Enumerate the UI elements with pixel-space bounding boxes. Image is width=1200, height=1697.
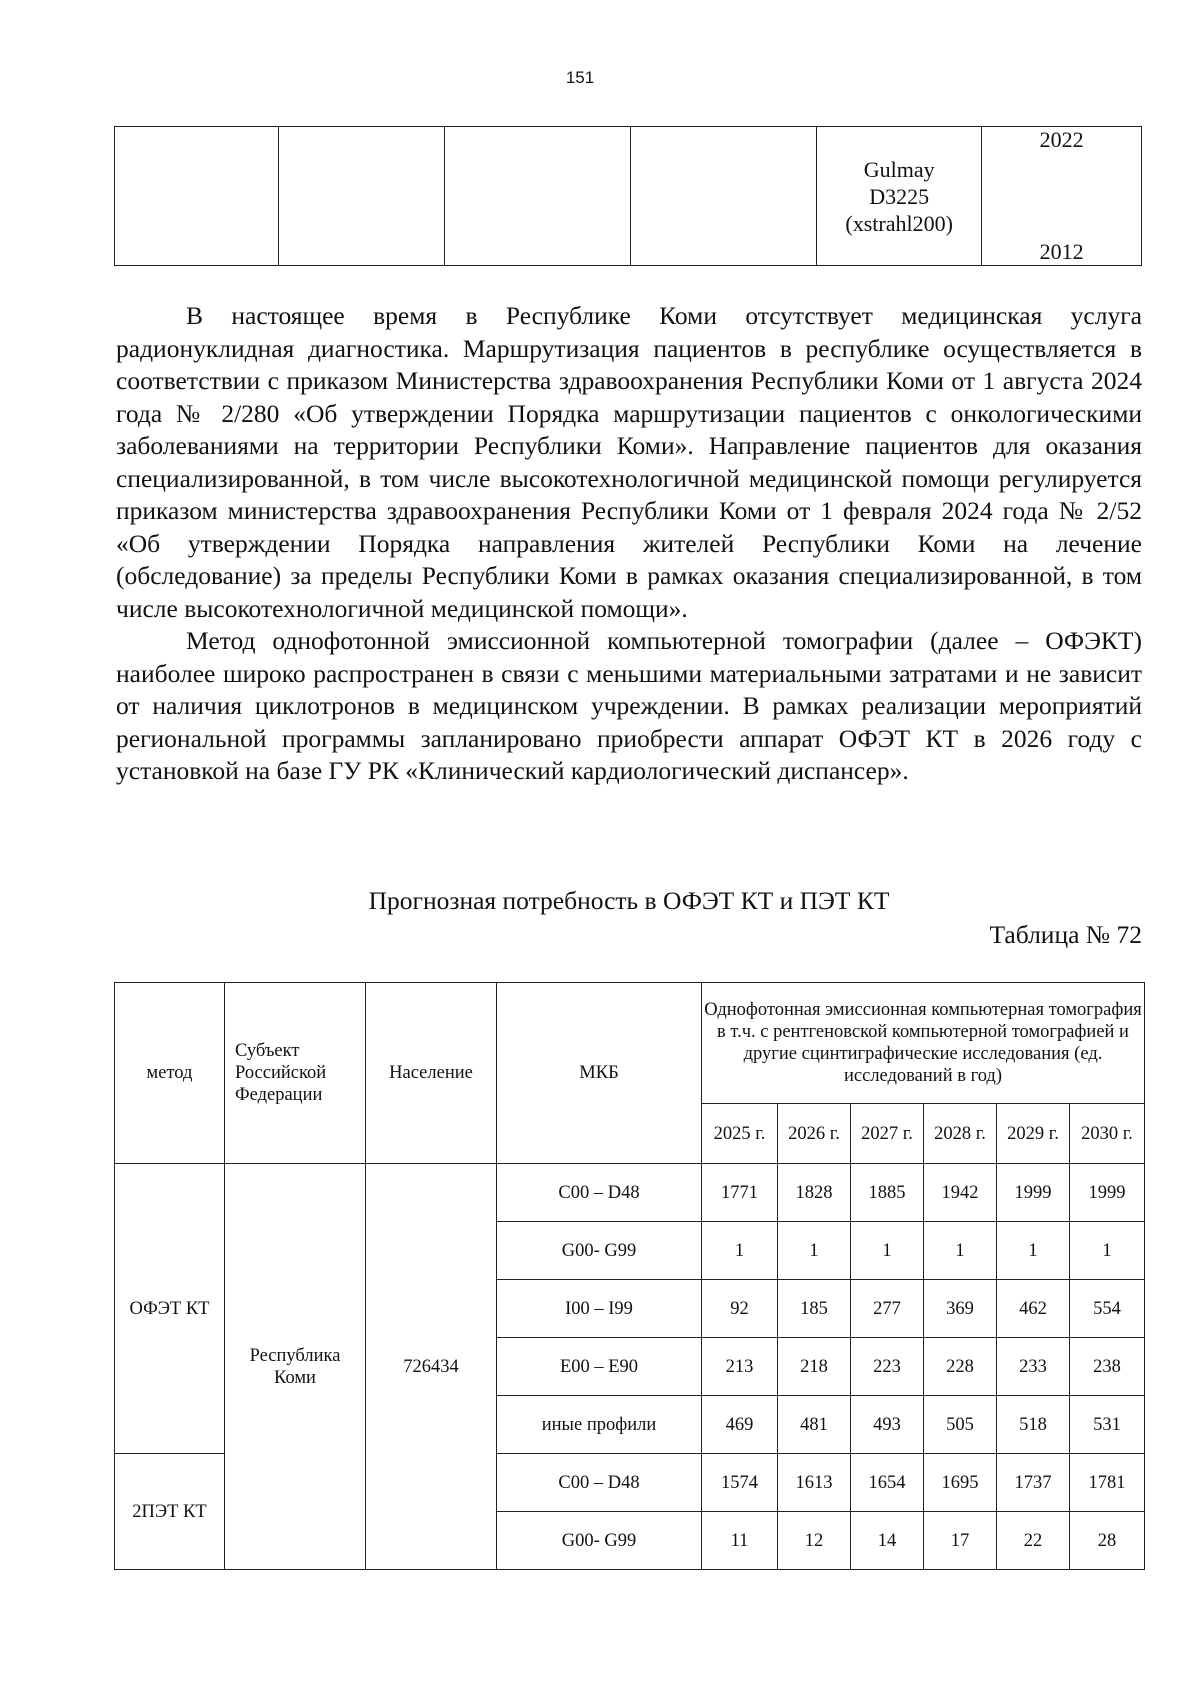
forecast-table xyxy=(114,982,1145,1570)
value-cell: 238 xyxy=(1070,1338,1145,1396)
value-cell: 185 xyxy=(778,1280,851,1338)
value-cell: 1942 xyxy=(924,1164,997,1222)
header-group: Однофотонная эмиссионная компьютерная томография в т.ч. с рентгеновской компьютерной томографией и другие сцинтиграфические исследования (ед. исследований в год) xyxy=(702,983,1145,1104)
paragraph: В настоящее время в Республике Коми отсутствует медицинская услуга радионуклидная диагностика. Маршрутизация пациентов в республике осуществляется в соответствии с приказом Министерства здравоохранения Республики Коми от 1 августа 2024 года № 2/280 «Об утверждении Порядка маршрутизации пациентов с онкологическими заболеваниями на территории Республики Коми». Направление пациентов для оказания специализированной, в том числе высокотехнологичной медицинской помощи регулируется приказом министерства здравоохранения Республики Коми от 1 февраля 2024 года № 2/52 «Об утверждении Порядка направления жителей Республики Коми на лечение (обследование) за пределы Республики Коми в рамках оказания специализированной, в том числе высокотехнологичной медицинской помощи». xyxy=(116,301,1142,623)
value-cell: 1999 xyxy=(1070,1164,1145,1222)
value-cell: 1 xyxy=(997,1222,1070,1280)
equipment-model-cell xyxy=(817,127,982,266)
value-cell: 277 xyxy=(851,1280,924,1338)
header-year: 2025 г. xyxy=(702,1104,778,1164)
value-cell: 493 xyxy=(851,1396,924,1454)
header-mkb: МКБ xyxy=(497,983,702,1164)
value-cell: 462 xyxy=(997,1280,1070,1338)
mkb-cell: иные профили xyxy=(497,1396,702,1454)
header-year: 2029 г. xyxy=(997,1104,1070,1164)
year-top: 2022 xyxy=(1039,127,1084,152)
value-cell: 1828 xyxy=(778,1164,851,1222)
value-cell: 505 xyxy=(924,1396,997,1454)
value-cell: 1885 xyxy=(851,1164,924,1222)
value-cell: 1771 xyxy=(702,1164,778,1222)
mkb-cell: E00 – E90 xyxy=(497,1338,702,1396)
value-cell: 11 xyxy=(702,1512,778,1570)
value-cell: 1 xyxy=(778,1222,851,1280)
value-cell: 228 xyxy=(924,1338,997,1396)
value-cell: 1574 xyxy=(702,1454,778,1512)
value-cell: 1 xyxy=(924,1222,997,1280)
value-cell: 92 xyxy=(702,1280,778,1338)
empty-cell xyxy=(444,127,631,266)
empty-cell xyxy=(278,127,444,266)
value-cell: 1999 xyxy=(997,1164,1070,1222)
header-subject: Субъект Российской Федерации xyxy=(225,983,366,1164)
value-cell: 213 xyxy=(702,1338,778,1396)
header-year: 2026 г. xyxy=(778,1104,851,1164)
equipment-line: D3225 xyxy=(869,183,930,209)
page-number: 151 xyxy=(565,68,595,87)
value-cell: 1613 xyxy=(778,1454,851,1512)
method-cell: 2ПЭТ КТ xyxy=(115,1454,225,1570)
value-cell: 554 xyxy=(1070,1280,1145,1338)
value-cell: 12 xyxy=(778,1512,851,1570)
mkb-cell: G00- G99 xyxy=(497,1512,702,1570)
value-cell: 1654 xyxy=(851,1454,924,1512)
equipment-line: (xstrahl200) xyxy=(845,210,953,236)
value-cell: 223 xyxy=(851,1338,924,1396)
value-cell: 531 xyxy=(1070,1396,1145,1454)
mkb-cell: I00 – I99 xyxy=(497,1280,702,1338)
value-cell: 469 xyxy=(702,1396,778,1454)
value-cell: 1737 xyxy=(997,1454,1070,1512)
value-cell: 1 xyxy=(1070,1222,1145,1280)
equipment-line: Gulmay xyxy=(863,156,935,182)
value-cell: 22 xyxy=(997,1512,1070,1570)
value-cell: 14 xyxy=(851,1512,924,1570)
table-caption: Прогнозная потребность в ОФЭТ КТ и ПЭТ КТ xyxy=(368,886,890,915)
empty-cell xyxy=(115,127,279,266)
header-year: 2027 г. xyxy=(851,1104,924,1164)
value-cell: 481 xyxy=(778,1396,851,1454)
value-cell: 233 xyxy=(997,1338,1070,1396)
table-number: Таблица № 72 xyxy=(989,920,1142,949)
value-cell: 1 xyxy=(851,1222,924,1280)
value-cell: 28 xyxy=(1070,1512,1145,1570)
population-cell: 726434 xyxy=(366,1164,497,1570)
value-cell: 369 xyxy=(924,1280,997,1338)
value-cell: 1781 xyxy=(1070,1454,1145,1512)
value-cell: 1 xyxy=(702,1222,778,1280)
mkb-cell: C00 – D48 xyxy=(497,1164,702,1222)
value-cell: 1695 xyxy=(924,1454,997,1512)
subject-cell: Республика Коми xyxy=(225,1164,366,1570)
equipment-table-fragment xyxy=(114,126,1142,266)
value-cell: 218 xyxy=(778,1338,851,1396)
paragraph: Метод однофотонной эмиссионной компьютерной томографии (далее – ОФЭКТ) наиболее широко распространен в связи с меньшими материальными затратами и не зависит от наличия циклотронов в медицинском учреждении. В рамках реализации мероприятий региональной программы запланировано приобрести аппарат ОФЭТ КТ в 2026 году с установкой на базе ГУ РК «Клинический кардиологический диспансер». xyxy=(116,626,1142,785)
value-cell: 518 xyxy=(997,1396,1070,1454)
body-text xyxy=(116,300,1142,788)
mkb-cell: G00- G99 xyxy=(497,1222,702,1280)
header-year: 2028 г. xyxy=(924,1104,997,1164)
year-bottom: 2012 xyxy=(1039,239,1084,264)
header-year: 2030 г. xyxy=(1070,1104,1145,1164)
value-cell: 17 xyxy=(924,1512,997,1570)
method-cell: ОФЭТ КТ xyxy=(115,1164,225,1454)
header-method: метод xyxy=(115,983,225,1164)
equipment-years-cell xyxy=(982,127,1142,266)
empty-cell xyxy=(631,127,817,266)
mkb-cell: C00 – D48 xyxy=(497,1454,702,1512)
header-population: Население xyxy=(366,983,497,1164)
